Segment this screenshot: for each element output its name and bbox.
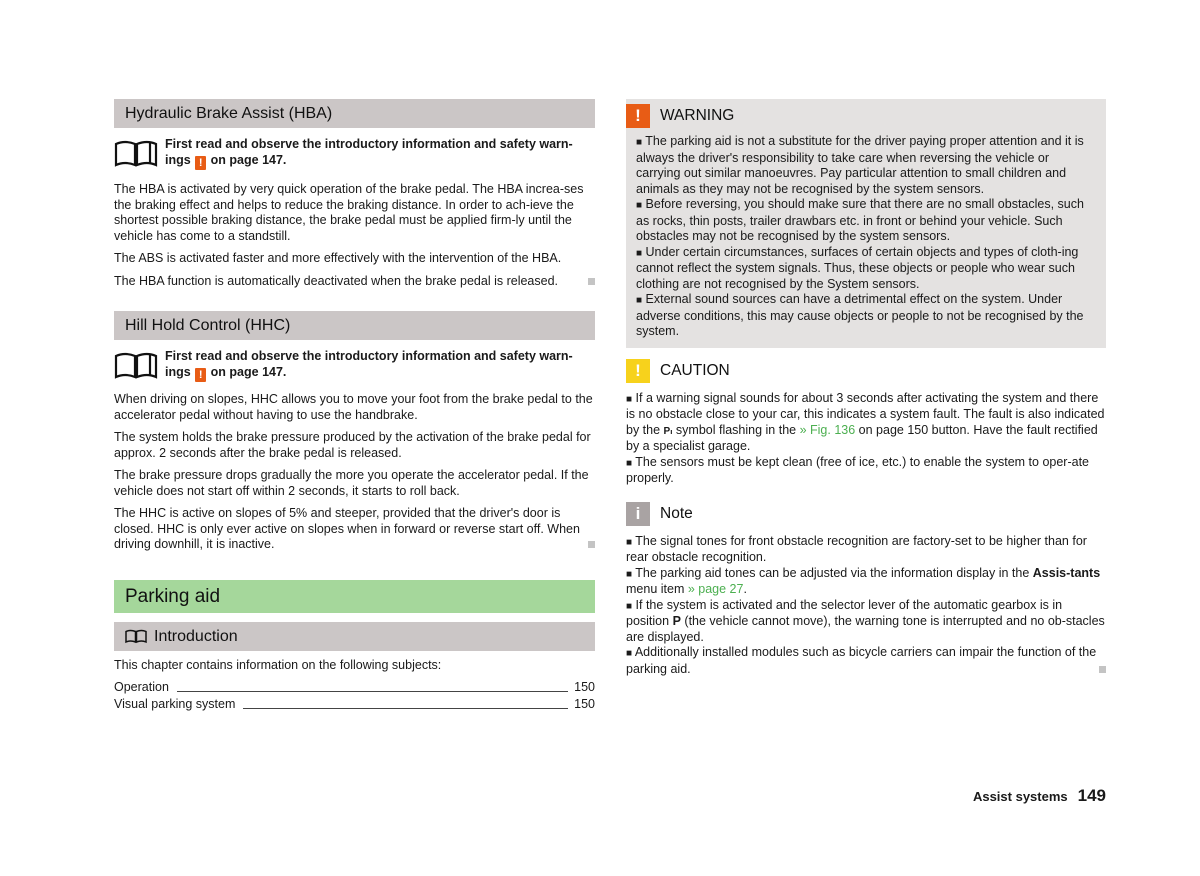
note-section <box>626 503 1106 678</box>
page-footer <box>973 786 1106 806</box>
footer-section: Assist systems <box>972 789 1068 804</box>
hba-intro <box>114 136 595 170</box>
hhc-intro-text: First read and observe the introductory information and safety warn- ings ! on page 147. <box>165 349 573 381</box>
warning-item: ■ External sound sources can have a detrimental effect on the system. Under adverse conditions, this may cause objects or people to not be recognised by the system. <box>636 292 1084 338</box>
toc-row[interactable]: Visual parking system 150 <box>114 697 595 711</box>
toc-list <box>114 679 595 713</box>
hhc-paragraph-3: The brake pressure drops gradually the more you operate the accelerator pedal. If the vehicle does not start off within 2 seconds, it starts to roll back. <box>114 468 589 498</box>
page-link[interactable]: » page 27 <box>687 582 744 596</box>
right-column <box>626 99 1106 677</box>
warning-box <box>626 99 1106 348</box>
info-icon: i <box>626 502 650 526</box>
section-end-mark <box>588 541 595 548</box>
note-title: Note <box>660 504 693 522</box>
introduction-heading: Introduction <box>114 622 595 651</box>
section-end-mark <box>1099 666 1106 673</box>
caution-title: CAUTION <box>660 361 730 379</box>
caution-icon: ! <box>626 359 650 383</box>
warning-item: ■ Under certain circumstances, surfaces of certain objects and types of cloth-ing cannot reflect the system signals. Thus, these objects or people who wear such clothing are not recognised by the System sensors. <box>636 244 1079 291</box>
hhc-paragraph-2: The system holds the brake pressure produced by the activation of the brake pedal for approx. 2 seconds after the brake pedal is released. <box>114 430 591 460</box>
parking-symbol: Pₗ <box>663 425 673 437</box>
book-icon <box>125 628 147 644</box>
fig-link[interactable]: » Fig. 136 <box>799 422 856 437</box>
hhc-paragraph-4: The HHC is active on slopes of 5% and steeper, provided that the driver's door is closed. HHC is only ever active on slopes when in forward or reverse start off. When driving downhill, it is inactive. <box>114 506 595 553</box>
page-ref-link[interactable]: on page 147. <box>210 153 287 167</box>
chapter-intro-text: This chapter contains information on the following subjects: <box>114 657 442 672</box>
note-item: ■ The parking aid tones can be adjusted via the information display in the Assis-tants menu item » page 27. <box>626 565 1101 596</box>
parking-aid-heading: Parking aid <box>114 580 595 613</box>
warning-header <box>626 105 1096 127</box>
caution-header <box>626 360 1106 382</box>
hba-paragraph-2: The ABS is activated faster and more effectively with the intervention of the HBA. <box>114 251 562 265</box>
warning-mini-icon: ! <box>195 156 206 170</box>
toc-row[interactable]: Operation 150 <box>114 680 595 694</box>
note-item: ■ If the system is activated and the selector lever of the automatic gearbox is in position P (the vehicle cannot move), the warning tone is interrupted and no ob-stacles are displayed. <box>626 597 1105 644</box>
left-column <box>114 99 595 713</box>
hba-paragraph-3: The HBA function is automatically deactivated when the brake pedal is released. <box>114 274 595 290</box>
note-item: ■ The signal tones for front obstacle recognition are factory-set to be higher than for rear obstacle recognition. <box>626 533 1087 564</box>
warning-icon: ! <box>626 104 650 128</box>
book-icon <box>114 138 158 168</box>
caution-item: ■ The sensors must be kept clean (free of ice, etc.) to enable the system to oper-ate properly. <box>626 454 1089 485</box>
hhc-paragraph-1: When driving on slopes, HHC allows you to move your foot from the brake pedal to the accelerator pedal without having to use the handbrake. <box>114 392 593 422</box>
caution-item: ■ If a warning signal sounds for about 3 seconds after activating the system and there is no obstacle close to your car, this indicates a system fault. The fault is also indicated by the Pₗ symbol flashing in the » Fig. 136 on page 150 button. Have the fault rectified by a specialist garage. <box>626 390 1105 453</box>
note-item: ■ Additionally installed modules such as bicycle carriers can impair the function of the parking aid. <box>626 645 1106 677</box>
hba-heading: Hydraulic Brake Assist (HBA) <box>114 99 595 128</box>
note-header <box>626 503 1106 525</box>
warning-item: ■ The parking aid is not a substitute for the driver paying proper attention and it is always the driver's responsibility to take care when reversing the vehicle or carrying out similar manoeuvres. Pay particular attention to small children and animals as they may not be recognised by the system sensors. <box>636 134 1084 196</box>
warning-item: ■ Before reversing, you should make sure that there are no small obstacles, such as rocks, thin posts, trailer drawbars etc. in front or behind your vehicle. Such obstacles may not be recognised by the system sensors. <box>636 197 1084 243</box>
hhc-heading: Hill Hold Control (HHC) <box>114 311 595 340</box>
section-end-mark <box>588 278 595 285</box>
hhc-intro <box>114 348 595 382</box>
page-number: 149 <box>1077 786 1106 805</box>
book-icon <box>114 350 158 380</box>
caution-section <box>626 360 1106 487</box>
hba-paragraph-1: The HBA is activated by very quick operation of the brake pedal. The HBA increa-ses the braking effect and helps to reduce the braking distance. In order to ach-ieve the shortest possible braking distance, the brake pedal must be applied firm-ly until the vehicle has come to a standstill. <box>114 182 584 243</box>
hba-intro-text: First read and observe the introductory information and safety warn- ings ! on page 147. <box>165 137 573 169</box>
warning-mini-icon: ! <box>195 368 206 382</box>
page-ref-link[interactable]: on page 147. <box>210 365 287 379</box>
warning-title: WARNING <box>660 107 735 124</box>
